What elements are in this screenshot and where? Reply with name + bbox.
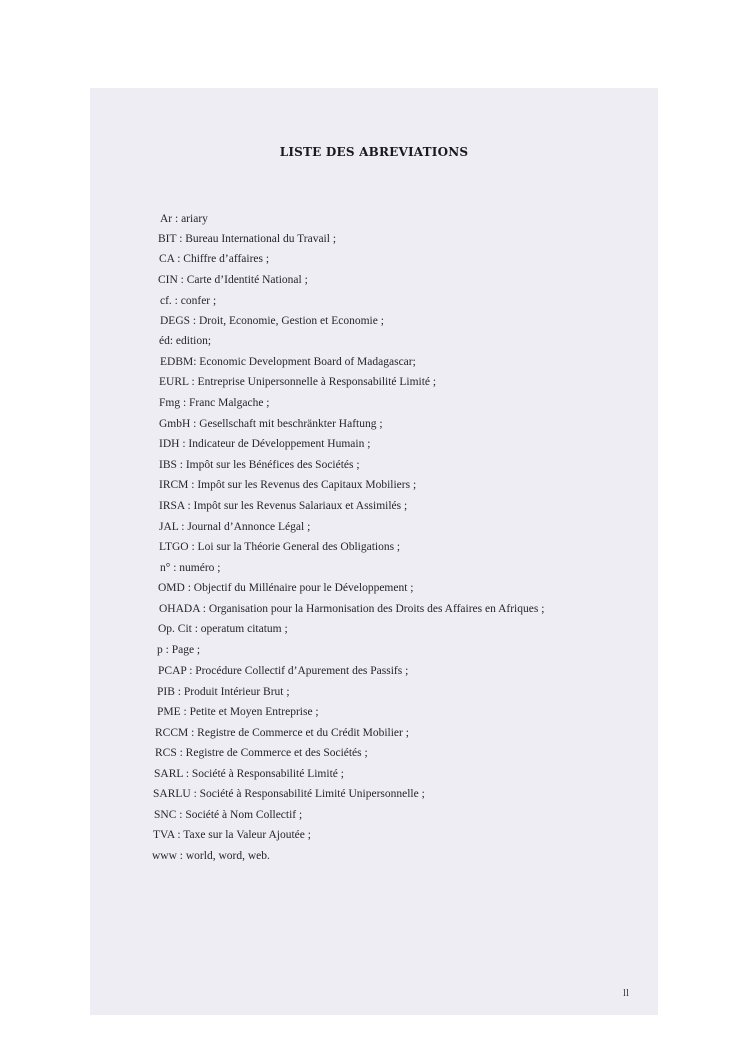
abbreviation-entry: RCS : Registre de Commerce et des Sociétés ; — [155, 747, 368, 759]
abbreviation-entry: Op. Cit : operatum citatum ; — [158, 623, 288, 635]
page-number: ll — [623, 987, 630, 999]
page-title: LISTE DES ABREVIATIONS — [279, 145, 469, 159]
abbreviation-entry: Ar : ariary — [160, 213, 208, 225]
abbreviation-entry: IRCM : Impôt sur les Revenus des Capitaux Mobiliers ; — [159, 479, 417, 491]
abbreviation-entry: IBS : Impôt sur les Bénéfices des Sociétés ; — [159, 459, 360, 471]
abbreviation-entry: n° : numéro ; — [160, 562, 221, 574]
abbreviation-entry: PCAP : Procédure Collectif d’Apurement des Passifs ; — [158, 665, 409, 677]
abbreviation-entry: IDH : Indicateur de Développement Humain ; — [159, 438, 371, 450]
abbreviation-entry: SNC : Société à Nom Collectif ; — [154, 809, 303, 821]
abbreviation-entry: BIT : Bureau International du Travail ; — [158, 233, 337, 245]
abbreviation-entry: TVA : Taxe sur la Valeur Ajoutée ; — [153, 829, 311, 841]
abbreviation-entry: OHADA : Organisation pour la Harmonisation des Droits des Affaires en Afriques ; — [159, 603, 545, 615]
abbreviation-entry: OMD : Objectif du Millénaire pour le Développement ; — [158, 582, 414, 594]
abbreviation-entry: EURL : Entreprise Unipersonnelle à Responsabilité Limité ; — [159, 376, 437, 388]
abbreviation-entry: EDBM: Economic Development Board of Madagascar; — [160, 356, 416, 368]
abbreviation-entry: LTGO : Loi sur la Théorie General des Obligations ; — [159, 541, 401, 553]
abbreviation-entry: SARLU : Société à Responsabilité Limité Unipersonnelle ; — [153, 788, 425, 800]
abbreviation-entry: éd: edition; — [159, 335, 212, 347]
abbreviation-entry: PIB : Produit Intérieur Brut ; — [157, 686, 290, 698]
abbreviation-entry: CA : Chiffre d’affaires ; — [159, 253, 270, 265]
abbreviation-entry: GmbH : Gesellschaft mit beschränkter Haftung ; — [159, 418, 383, 430]
abbreviation-entry: p : Page ; — [157, 644, 201, 656]
abbreviation-entry: cf. : confer ; — [160, 295, 217, 307]
abbreviation-entry: SARL : Société à Responsabilité Limité ; — [154, 768, 344, 780]
abbreviation-entry: IRSA : Impôt sur les Revenus Salariaux et Assimilés ; — [159, 500, 408, 512]
abbreviation-entry: www : world, word, web. — [152, 850, 270, 862]
abbreviation-entry: CIN : Carte d’Identité National ; — [158, 274, 308, 286]
abbreviation-entry: JAL : Journal d’Annonce Légal ; — [159, 521, 311, 533]
abbreviation-entry: RCCM : Registre de Commerce et du Crédit Mobilier ; — [155, 727, 409, 739]
abbreviation-entry: PME : Petite et Moyen Entreprise ; — [157, 706, 319, 718]
scanned-page — [90, 88, 658, 1015]
abbreviation-entry: Fmg : Franc Malgache ; — [159, 397, 270, 409]
abbreviation-entry: DEGS : Droit, Economie, Gestion et Economie ; — [160, 315, 384, 327]
abbreviation-list — [90, 88, 658, 1015]
